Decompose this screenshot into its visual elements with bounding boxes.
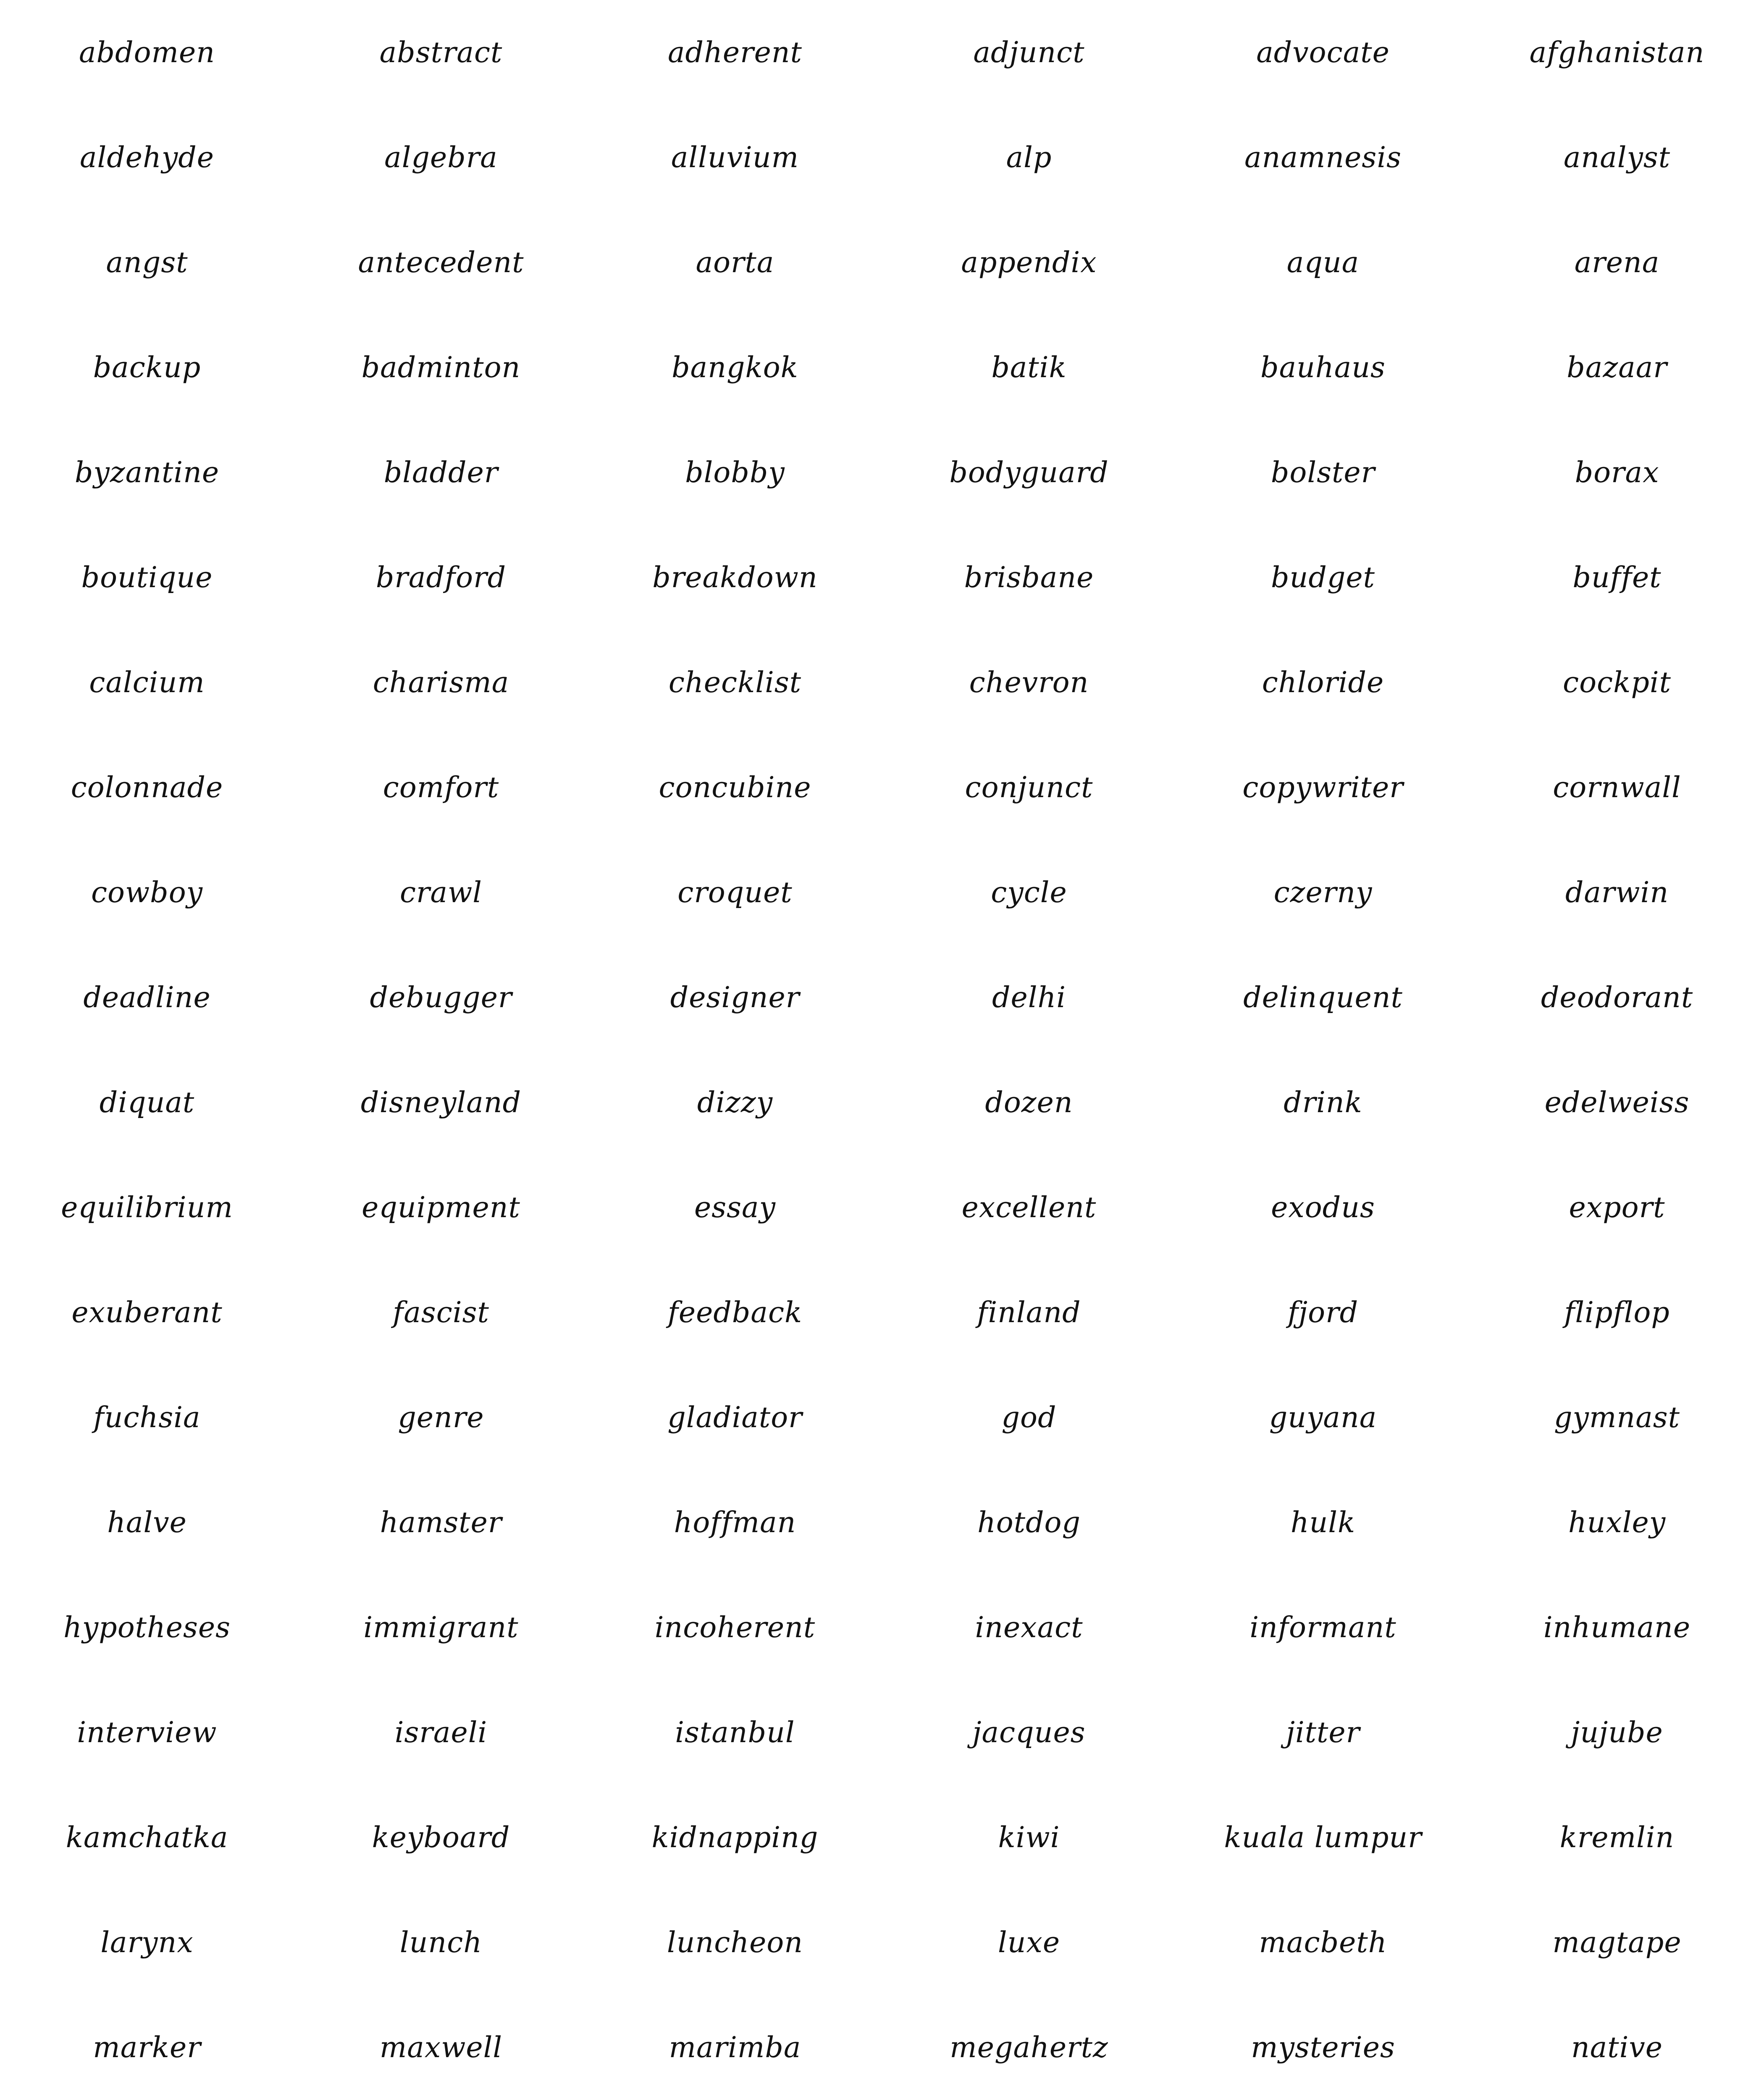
word-cell [1470, 0, 1764, 105]
handwritten-word: alluvium [671, 141, 799, 174]
word-cell [294, 315, 588, 420]
handwritten-word: god [1001, 1401, 1057, 1434]
handwritten-word: hoffman [674, 1506, 796, 1539]
word-cell [0, 945, 294, 1050]
handwritten-word: interview [77, 1716, 217, 1749]
word-cell [294, 630, 588, 735]
handwritten-word: drink [1284, 1086, 1362, 1119]
handwritten-word: hypotheses [63, 1611, 231, 1644]
handwritten-word: genre [398, 1401, 484, 1434]
handwritten-word: blobby [685, 456, 785, 489]
handwritten-word: istanbul [675, 1716, 795, 1749]
handwritten-word: magtape [1552, 1926, 1682, 1959]
word-cell [0, 1155, 294, 1260]
word-cell [588, 1365, 882, 1470]
handwritten-word: bangkok [672, 351, 798, 384]
word-cell [294, 0, 588, 105]
handwritten-word: fjord [1287, 1296, 1359, 1329]
word-cell [0, 1785, 294, 1890]
word-cell [1470, 1890, 1764, 1995]
handwritten-word: fuchsia [93, 1401, 201, 1434]
word-cell [294, 1155, 588, 1260]
handwritten-word: bazaar [1567, 351, 1667, 384]
word-cell [1176, 1995, 1470, 2100]
handwritten-word: darwin [1565, 876, 1669, 909]
handwritten-word: mysteries [1251, 2031, 1395, 2064]
word-cell [294, 1260, 588, 1365]
handwritten-word: bradford [375, 561, 507, 594]
handwritten-word: byzantine [74, 456, 220, 489]
handwritten-word: algebra [384, 141, 498, 174]
word-cell [1470, 840, 1764, 945]
word-cell [1470, 210, 1764, 315]
word-cell [0, 1680, 294, 1785]
word-cell [294, 945, 588, 1050]
word-cell [1176, 1050, 1470, 1155]
word-cell [588, 1050, 882, 1155]
handwritten-word: anamnesis [1244, 141, 1402, 174]
handwritten-word: adjunct [973, 36, 1085, 69]
word-cell [294, 1995, 588, 2100]
handwritten-word: concubine [659, 771, 811, 804]
word-cell [1176, 1890, 1470, 1995]
word-cell [1470, 1470, 1764, 1575]
handwritten-word: hamster [380, 1506, 502, 1539]
handwritten-word: abstract [379, 36, 503, 69]
word-cell [294, 420, 588, 525]
handwritten-word: abdomen [79, 36, 215, 69]
handwritten-word: flipflop [1564, 1296, 1670, 1329]
word-cell [0, 210, 294, 315]
word-cell [882, 1470, 1176, 1575]
handwritten-word: gladiator [667, 1401, 803, 1434]
handwritten-word: halve [107, 1506, 187, 1539]
handwritten-word: comfort [383, 771, 499, 804]
word-cell [882, 420, 1176, 525]
handwritten-word: debugger [370, 981, 512, 1014]
word-cell [294, 1575, 588, 1680]
word-cell [1470, 1575, 1764, 1680]
handwritten-word: edelweiss [1544, 1086, 1690, 1119]
handwritten-word: cornwall [1553, 771, 1681, 804]
handwritten-word: equipment [362, 1191, 520, 1224]
word-cell [1470, 630, 1764, 735]
word-cell [588, 105, 882, 210]
handwritten-word: deodorant [1541, 981, 1693, 1014]
word-cell [1176, 1470, 1470, 1575]
word-cell [882, 525, 1176, 630]
word-cell [882, 105, 1176, 210]
handwritten-word: analyst [1563, 141, 1671, 174]
word-cell [294, 1050, 588, 1155]
handwritten-word: buffet [1572, 561, 1662, 594]
word-cell [1176, 945, 1470, 1050]
handwritten-word: inexact [975, 1611, 1083, 1644]
handwritten-word: jitter [1286, 1716, 1360, 1749]
handwritten-word: fascist [393, 1296, 489, 1329]
handwritten-word: appendix [961, 246, 1097, 279]
handwritten-word: exodus [1271, 1191, 1375, 1224]
word-cell [0, 105, 294, 210]
word-cell [588, 1470, 882, 1575]
handwritten-word: native [1571, 2031, 1663, 2064]
handwritten-word: aqua [1286, 246, 1360, 279]
word-cell [0, 1470, 294, 1575]
handwritten-word: angst [106, 246, 188, 279]
word-cell [588, 1155, 882, 1260]
handwritten-word: huxley [1568, 1506, 1666, 1539]
handwritten-word: aldehyde [79, 141, 215, 174]
word-cell [1176, 210, 1470, 315]
handwritten-word: marimba [669, 2031, 801, 2064]
word-cell [1470, 1365, 1764, 1470]
handwritten-word: breakdown [652, 561, 818, 594]
handwritten-word: jujube [1571, 1716, 1663, 1749]
word-cell [588, 840, 882, 945]
word-cell [588, 630, 882, 735]
word-cell [588, 0, 882, 105]
word-cell [0, 420, 294, 525]
handwritten-word: excellent [961, 1191, 1097, 1224]
handwritten-word: exuberant [71, 1296, 223, 1329]
handwritten-word: dizzy [697, 1086, 773, 1119]
handwritten-word: inhumane [1543, 1611, 1691, 1644]
word-cell [0, 1050, 294, 1155]
word-cell [588, 315, 882, 420]
word-cell [1470, 1050, 1764, 1155]
word-cell [1470, 315, 1764, 420]
handwritten-word: informant [1250, 1611, 1396, 1644]
word-cell [882, 1260, 1176, 1365]
handwritten-word: hulk [1290, 1506, 1356, 1539]
word-cell [294, 840, 588, 945]
word-cell [882, 735, 1176, 840]
handwritten-word: guyana [1269, 1401, 1377, 1434]
word-cell [882, 840, 1176, 945]
handwritten-word: checklist [668, 666, 802, 699]
handwritten-word: diquat [99, 1086, 195, 1119]
handwritten-word: boutique [81, 561, 213, 594]
handwritten-word: immigrant [363, 1611, 519, 1644]
handwritten-word: bodyguard [949, 456, 1109, 489]
word-cell [294, 1890, 588, 1995]
handwritten-word: incoherent [654, 1611, 816, 1644]
handwritten-word: feedback [667, 1296, 803, 1329]
word-cell [588, 1680, 882, 1785]
handwritten-word: advocate [1256, 36, 1390, 69]
word-cell [1470, 1155, 1764, 1260]
handwritten-word: cycle [991, 876, 1067, 909]
word-cell [588, 1890, 882, 1995]
handwritten-word: designer [670, 981, 800, 1014]
word-cell [294, 105, 588, 210]
handwritten-word: larynx [100, 1926, 194, 1959]
handwritten-word: bauhaus [1260, 351, 1386, 384]
word-cell [294, 735, 588, 840]
word-cell [588, 1785, 882, 1890]
word-cell [0, 525, 294, 630]
word-cell [882, 630, 1176, 735]
handwritten-word: deadline [83, 981, 211, 1014]
word-cell [1470, 420, 1764, 525]
word-cell [588, 420, 882, 525]
word-cell [0, 735, 294, 840]
word-cell [0, 1890, 294, 1995]
handwritten-word: kuala lumpur [1224, 1821, 1422, 1854]
handwritten-word: export [1569, 1191, 1665, 1224]
word-cell [1176, 105, 1470, 210]
word-cell [588, 945, 882, 1050]
word-cell [1470, 735, 1764, 840]
word-cell [588, 1575, 882, 1680]
handwritten-word: delinquent [1243, 981, 1403, 1014]
word-cell [0, 1995, 294, 2100]
word-cell [1176, 1155, 1470, 1260]
word-cell [294, 210, 588, 315]
word-cell [1176, 735, 1470, 840]
word-cell [1176, 315, 1470, 420]
word-cell [588, 735, 882, 840]
word-cell [294, 1365, 588, 1470]
handwritten-word: hotdog [977, 1506, 1081, 1539]
handwritten-word: gymnast [1554, 1401, 1680, 1434]
handwritten-word: keyboard [372, 1821, 510, 1854]
word-cell [0, 315, 294, 420]
handwritten-word: kremlin [1559, 1821, 1675, 1854]
handwritten-word: israeli [394, 1716, 488, 1749]
handwritten-word: kiwi [998, 1821, 1060, 1854]
handwritten-word: chevron [969, 666, 1089, 699]
word-cell [588, 1995, 882, 2100]
word-cell [1176, 840, 1470, 945]
word-cell [0, 1365, 294, 1470]
word-cell [882, 1155, 1176, 1260]
handwritten-word: kamchatka [66, 1821, 228, 1854]
handwritten-word: equilibrium [61, 1191, 233, 1224]
handwritten-word: alp [1006, 141, 1052, 174]
handwritten-word: lunch [399, 1926, 483, 1959]
handwritten-word: cowboy [91, 876, 203, 909]
word-cell [1470, 1785, 1764, 1890]
word-cell [882, 0, 1176, 105]
word-cell [0, 1575, 294, 1680]
handwritten-word: copywriter [1242, 771, 1404, 804]
word-cell [882, 945, 1176, 1050]
word-cell [882, 315, 1176, 420]
handwritten-word: conjunct [965, 771, 1093, 804]
handwritten-word: backup [93, 351, 201, 384]
word-cell [0, 630, 294, 735]
word-cell [1470, 525, 1764, 630]
word-cell [294, 1680, 588, 1785]
word-cell [1176, 525, 1470, 630]
handwritten-word: macbeth [1259, 1926, 1387, 1959]
word-cell [882, 1575, 1176, 1680]
handwritten-word: badminton [361, 351, 521, 384]
word-cell [0, 840, 294, 945]
handwritten-word: czerny [1273, 876, 1373, 909]
word-cell [1176, 1575, 1470, 1680]
word-cell [588, 525, 882, 630]
handwritten-word: delhi [992, 981, 1066, 1014]
word-cell [294, 1470, 588, 1575]
handwritten-word: aorta [696, 246, 774, 279]
handwritten-word: maxwell [379, 2031, 503, 2064]
handwritten-word: luncheon [667, 1926, 803, 1959]
word-cell [0, 1260, 294, 1365]
word-cell [588, 210, 882, 315]
word-cell [1470, 1680, 1764, 1785]
word-cell [1176, 1260, 1470, 1365]
handwritten-word: jacques [972, 1716, 1086, 1749]
handwritten-word: megahertz [950, 2031, 1108, 2064]
handwritten-word: antecedent [358, 246, 524, 279]
word-cell [294, 1785, 588, 1890]
word-cell [1176, 630, 1470, 735]
handwritten-word: calcium [89, 666, 205, 699]
word-cell [1176, 1365, 1470, 1470]
word-cell [882, 1050, 1176, 1155]
handwritten-word: kidnapping [651, 1821, 819, 1854]
handwritten-word: charisma [373, 666, 509, 699]
word-cell [294, 525, 588, 630]
handwritten-word: crawl [399, 876, 483, 909]
handwritten-word: essay [694, 1191, 776, 1224]
handwritten-word: disneyland [360, 1086, 522, 1119]
word-cell [588, 1260, 882, 1365]
handwritten-word: bolster [1270, 456, 1376, 489]
word-cell [882, 1680, 1176, 1785]
handwritten-word: chloride [1262, 666, 1384, 699]
handwritten-word: luxe [998, 1926, 1060, 1959]
handwritten-word: arena [1574, 246, 1660, 279]
handwritten-word: marker [93, 2031, 201, 2064]
word-cell [1176, 1680, 1470, 1785]
word-cell [1470, 1995, 1764, 2100]
handwritten-word: budget [1271, 561, 1375, 594]
handwritten-word: cockpit [1563, 666, 1671, 699]
word-cell [882, 210, 1176, 315]
word-cell [1176, 1785, 1470, 1890]
word-cell [1470, 1260, 1764, 1365]
word-cell [882, 1995, 1176, 2100]
handwritten-word: dozen [985, 1086, 1073, 1119]
word-cell [882, 1890, 1176, 1995]
handwritten-word: bladder [383, 456, 499, 489]
word-cell [882, 1365, 1176, 1470]
word-cell [1176, 0, 1470, 105]
word-cell [0, 0, 294, 105]
handwritten-word: colonnade [71, 771, 223, 804]
handwritten-word: borax [1575, 456, 1659, 489]
handwritten-word: batik [991, 351, 1067, 384]
word-cell [1470, 105, 1764, 210]
word-cell [1470, 945, 1764, 1050]
handwritten-word: finland [977, 1296, 1081, 1329]
handwritten-word: adherent [668, 36, 802, 69]
handwritten-word: afghanistan [1529, 36, 1705, 69]
handwritten-word: croquet [677, 876, 793, 909]
word-cell [882, 1785, 1176, 1890]
handwritten-word: brisbane [964, 561, 1094, 594]
word-cell [1176, 420, 1470, 525]
